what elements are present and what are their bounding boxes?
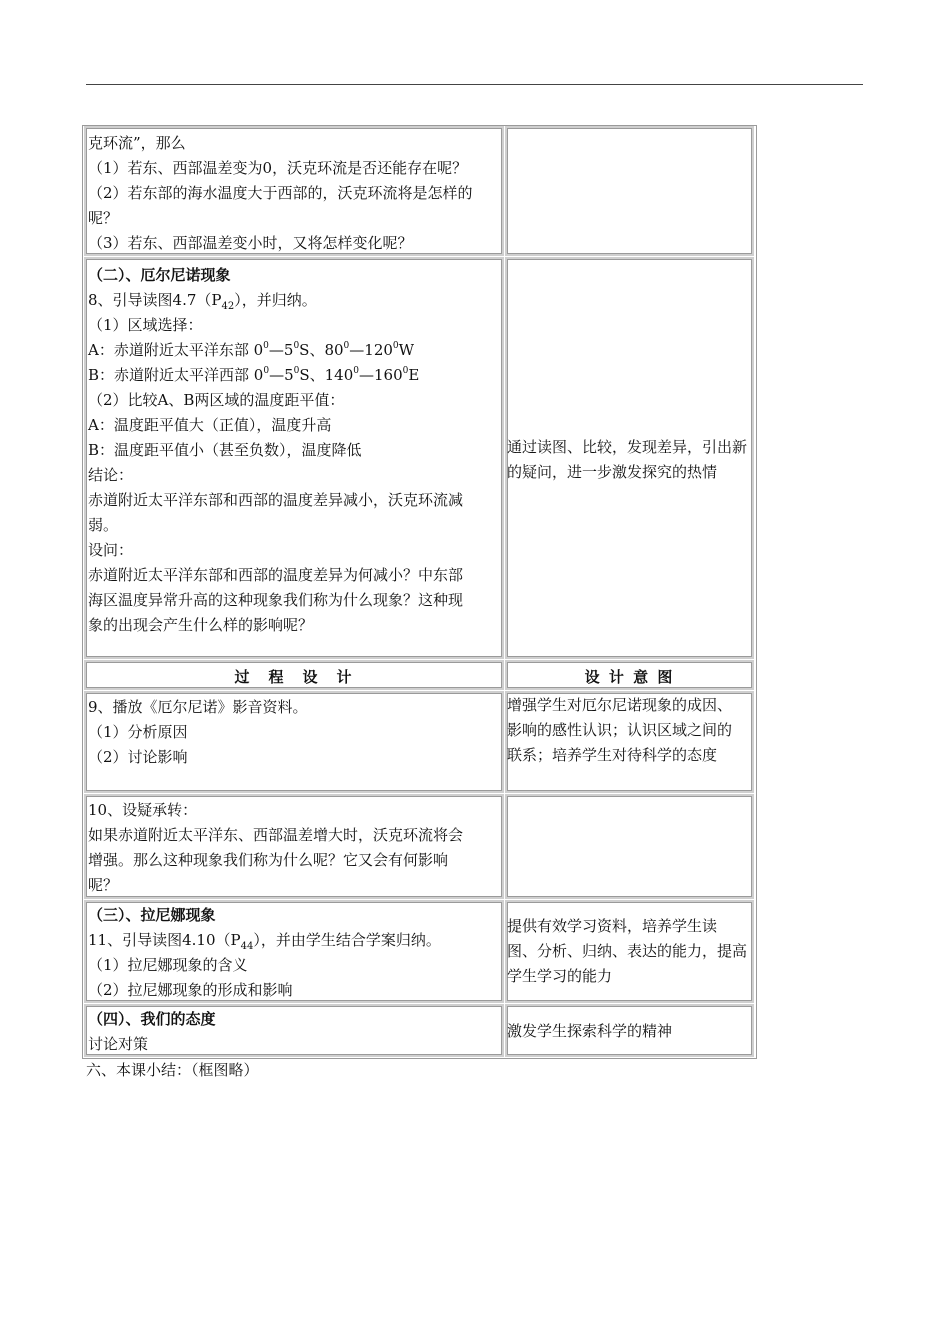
header-left-cell [84, 660, 504, 690]
text-line: 8、引导读图$4.7(P_{42})$，并归纳。 [88, 291, 317, 312]
text-line: 如果赤道附近太平洋东、西部温差增大时，沃克环流将会 [88, 826, 464, 844]
text-line: 赤道附近太平洋东部和西部的温度差异为何减小？中东部 [88, 566, 464, 584]
row7-left-cell [84, 1004, 504, 1057]
column-header-process: 过 程 设 计 [234, 668, 354, 686]
text-line: 呢？ [88, 876, 119, 894]
text-line: （2）若东部的海水温度大于西部的，沃克环流将是怎样的 [88, 184, 473, 202]
text-line: 增强。那么这种现象我们称为什么呢？它又会有何影响 [88, 851, 449, 869]
text-line: 克环流”，那么 [88, 134, 186, 152]
text-line: 学生学习的能力 [507, 967, 613, 985]
text-line: 提供有效学习资料，培养学生读 [507, 917, 718, 935]
text-line: 的疑问，进一步激发探究的热情 [507, 463, 718, 481]
text-line: 9、播放《厄尔尼诺》影音资料。 [88, 698, 308, 716]
text-line: 设问： [88, 541, 134, 559]
region-a-line: A：赤道附近太平洋东部 $0^0—5^0S$、$80^0—120^0W$ [88, 341, 415, 359]
text-line: 影响的感性认识；认识区域之间的 [507, 721, 733, 739]
text-line: 弱。 [88, 516, 119, 534]
row7-right-cell [505, 1004, 754, 1057]
table-row [83, 794, 756, 899]
table-row [83, 257, 756, 659]
text-line: 讨论对策 [88, 1035, 149, 1053]
row5-left-cell [84, 794, 504, 899]
text-line: 10、设疑承转： [88, 801, 198, 819]
text-line: （2）拉尼娜现象的形成和影响 [88, 981, 293, 999]
text-line: A：温度距平值大（正值），温度升高 [88, 416, 332, 434]
text-line: （2）比较A、B两区域的温度距平值： [88, 391, 345, 409]
text-line: B：温度距平值小（甚至负数），温度降低 [88, 441, 362, 459]
row5-right-cell [505, 794, 754, 899]
text-line: （1）拉尼娜现象的含义 [88, 956, 248, 974]
header-rule [86, 84, 863, 85]
text-line: （1）若东、西部温差变为0，沃克环流是否还能存在呢？ [88, 159, 468, 177]
section-heading: （四）、我们的态度 [88, 1010, 216, 1028]
row1-left-cell [84, 126, 504, 256]
column-header-intent: 设 计 意 图 [584, 668, 675, 686]
header-right-cell [505, 660, 754, 690]
text-line: （1）区域选择： [88, 316, 203, 334]
text-line: （2）讨论影响 [88, 748, 188, 766]
table-header-row [83, 660, 756, 690]
text-line: （3）若东、西部温差变小时，又将怎样变化呢？ [88, 234, 413, 252]
row4-left-cell [84, 691, 504, 793]
lesson-summary: 六、本课小结：（框图略） [86, 1061, 259, 1079]
text-line: 图、分析、归纳、表达的能力，提高 [507, 942, 748, 960]
text-line: 联系；培养学生对待科学的态度 [507, 746, 718, 764]
row6-right-cell [505, 900, 754, 1003]
section-heading: （二）、厄尔尼诺现象 [88, 266, 231, 284]
text-line: 象的出现会产生什么样的影响呢？ [88, 616, 314, 634]
text-line: 11、引导读图$4.10(P_{44})$，并由学生结合学案归纳。 [88, 931, 441, 952]
text-line: （1）分析原因 [88, 723, 188, 741]
lesson-design-table [82, 125, 757, 1059]
table-row [83, 126, 756, 256]
table-row [83, 1004, 756, 1057]
text-line: 呢？ [88, 209, 119, 227]
row4-right-cell [505, 691, 754, 793]
row1-right-cell [505, 126, 754, 256]
text-line: 赤道附近太平洋东部和西部的温度差异减小，沃克环流减 [88, 491, 464, 509]
section-heading: （三）、拉尼娜现象 [88, 906, 216, 924]
region-b-line: B：赤道附近太平洋西部 $0^0—5^0S$、$140^0—160^0E$ [88, 366, 420, 384]
row6-left-cell [84, 900, 504, 1003]
row2-left-cell [84, 257, 504, 659]
row2-right-cell [505, 257, 754, 659]
text-line: 增强学生对厄尔尼诺现象的成因、 [507, 696, 733, 714]
table-row [83, 691, 756, 793]
text-line: 激发学生探索科学的精神 [507, 1022, 673, 1040]
text-line: 通过读图、比较，发现差异，引出新 [507, 438, 748, 456]
table-row [83, 900, 756, 1003]
text-line: 海区温度异常升高的这种现象我们称为什么现象？这种现 [88, 591, 464, 609]
text-line: 结论： [88, 466, 134, 484]
